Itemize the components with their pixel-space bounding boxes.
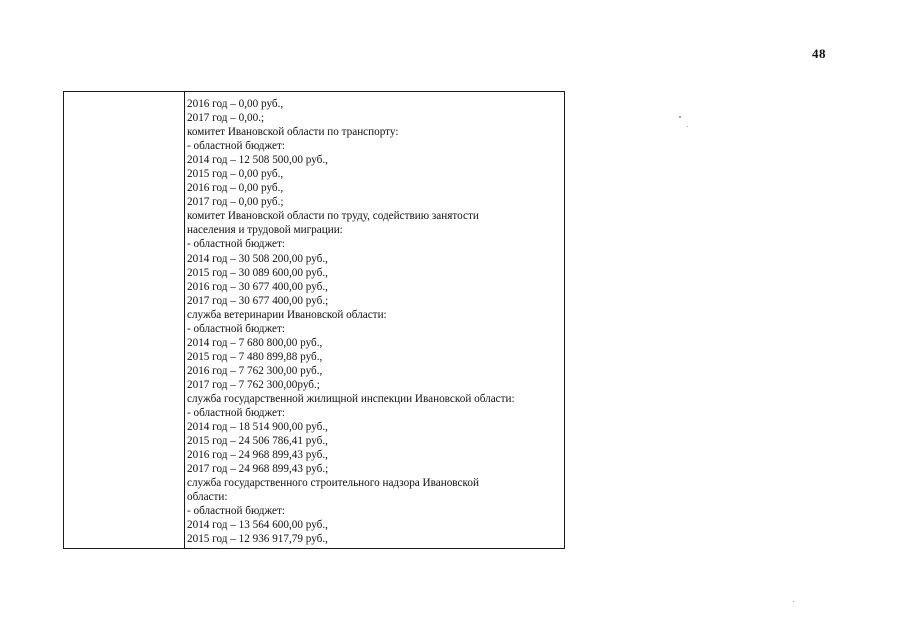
text-line: 2015 год – 12 936 917,79 руб.,: [187, 533, 328, 546]
text-line: 2014 год – 12 508 500,00 руб.,: [187, 154, 328, 167]
text-line: - областной бюджет:: [187, 505, 286, 518]
text-line: 2015 год – 0,00 руб.,: [187, 168, 284, 181]
text-line: 2016 год – 30 677 400,00 руб.,: [187, 280, 328, 293]
text-line: - областной бюджет:: [187, 322, 286, 335]
section-heading: области:: [187, 491, 228, 504]
section-heading: служба ветеринарии Ивановской области:: [187, 308, 387, 321]
section-heading: населения и трудовой миграции:: [187, 224, 343, 237]
text-line: 2017 год – 30 677 400,00 руб.;: [187, 294, 329, 307]
section-heading: комитет Ивановской области по труду, содействию занятости: [187, 210, 479, 223]
text-line: - областной бюджет:: [187, 407, 286, 420]
scan-speck: [687, 126, 688, 127]
text-line: 2014 год – 13 564 600,00 руб.,: [187, 519, 328, 532]
table-left-cell: [64, 92, 185, 548]
scan-speck: [793, 601, 794, 602]
text-line: 2017 год – 0,00 руб.;: [187, 196, 284, 209]
text-line: 2014 год – 7 680 800,00 руб.,: [187, 336, 323, 349]
text-line: 2017 год – 24 968 899,43 руб.;: [187, 463, 329, 476]
page-number: 48: [812, 46, 826, 61]
text-line: 2015 год – 24 506 786,41 руб.,: [187, 435, 328, 448]
budget-table: [63, 91, 565, 549]
text-line: 2016 год – 0,00 руб.,: [187, 182, 284, 195]
section-heading: комитет Ивановской области по транспорту:: [187, 126, 399, 139]
section-heading: служба государственного строительного надзора Ивановской: [187, 477, 479, 490]
text-line: 2014 год – 30 508 200,00 руб.,: [187, 252, 328, 265]
section-heading: служба государственной жилищной инспекции Ивановской области:: [187, 392, 515, 405]
scan-speck: [679, 116, 681, 118]
text-line: 2017 год – 7 762 300,00руб.;: [187, 378, 320, 391]
text-line: 2014 год – 18 514 900,00 руб.,: [187, 421, 328, 434]
text-line: 2016 год – 0,00 руб.,: [187, 98, 284, 110]
text-line: 2015 год – 30 089 600,00 руб.,: [187, 266, 328, 279]
text-line: 2017 год – 0,00.;: [187, 112, 265, 125]
text-line: - областной бюджет:: [187, 238, 286, 251]
text-line: 2016 год – 24 968 899,43 руб.,: [187, 449, 328, 462]
text-line: 2015 год – 7 480 899,88 руб.,: [187, 350, 323, 363]
text-line: 2016 год – 7 762 300,00 руб.,: [187, 364, 323, 377]
text-line: - областной бюджет:: [187, 140, 286, 153]
table-right-cell: [185, 92, 564, 548]
